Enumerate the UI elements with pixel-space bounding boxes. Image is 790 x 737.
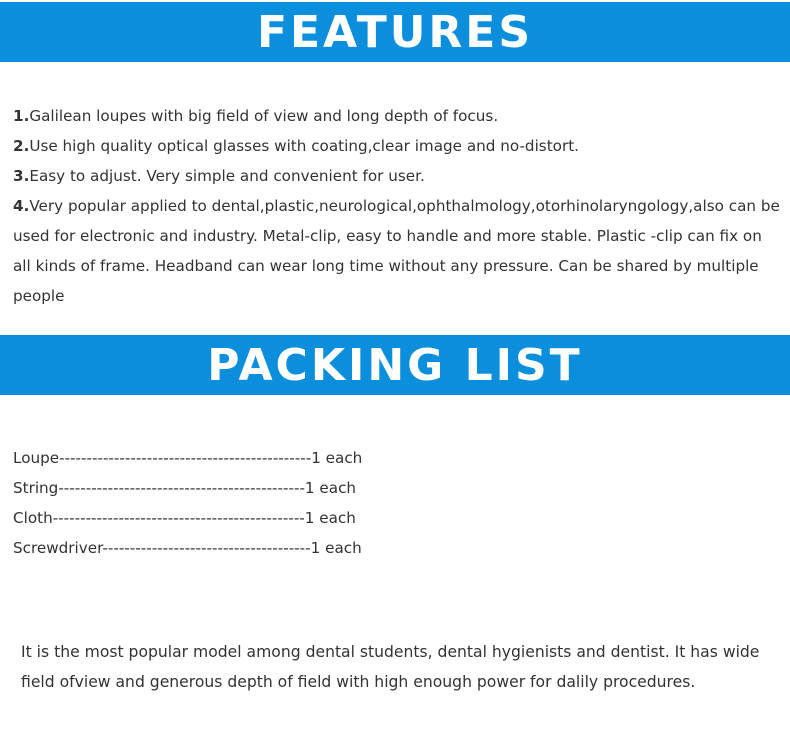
packing-list-heading: PACKING LIST xyxy=(0,335,790,395)
features-list xyxy=(13,101,781,311)
packing-item-loupe: Loupe----------------------------------------------1 each xyxy=(13,449,363,467)
features-heading: FEATURES xyxy=(0,2,790,62)
feature-item-3 xyxy=(13,161,781,191)
feature-item-1 xyxy=(13,101,781,131)
feature-text: Very popular applied to dental,plastic,neurological,ophthalmology,otorhinolaryngology,also can be used for electronic and industry. Metal-clip, easy to handle and more stable. Plastic -clip can fix on all kinds of frame. Headband can wear long time without any pressure. Can be shared by multiple people xyxy=(13,197,780,305)
feature-number: 2. xyxy=(13,137,30,155)
feature-number: 4. xyxy=(13,197,30,215)
feature-item-2 xyxy=(13,131,781,161)
feature-text: Easy to adjust. Very simple and convenient for user. xyxy=(29,167,425,185)
product-description: It is the most popular model among dental students, dental hygienists and dentist. It has wide field ofview and generous depth of field with high enough power for dalily procedures. xyxy=(21,643,760,691)
feature-item-4 xyxy=(13,191,781,311)
packing-item-string: String---------------------------------------------1 each xyxy=(13,479,357,497)
packing-item-screwdriver: Screwdriver--------------------------------------1 each xyxy=(13,539,362,557)
packing-item-cloth: Cloth----------------------------------------------1 each xyxy=(13,509,356,527)
packing-list xyxy=(13,443,362,563)
feature-text: Use high quality optical glasses with coating,clear image and no-distort. xyxy=(29,137,579,155)
feature-text: Galilean loupes with big field of view and long depth of focus. xyxy=(29,107,499,125)
feature-number: 3. xyxy=(13,167,30,185)
feature-number: 1. xyxy=(13,107,30,125)
